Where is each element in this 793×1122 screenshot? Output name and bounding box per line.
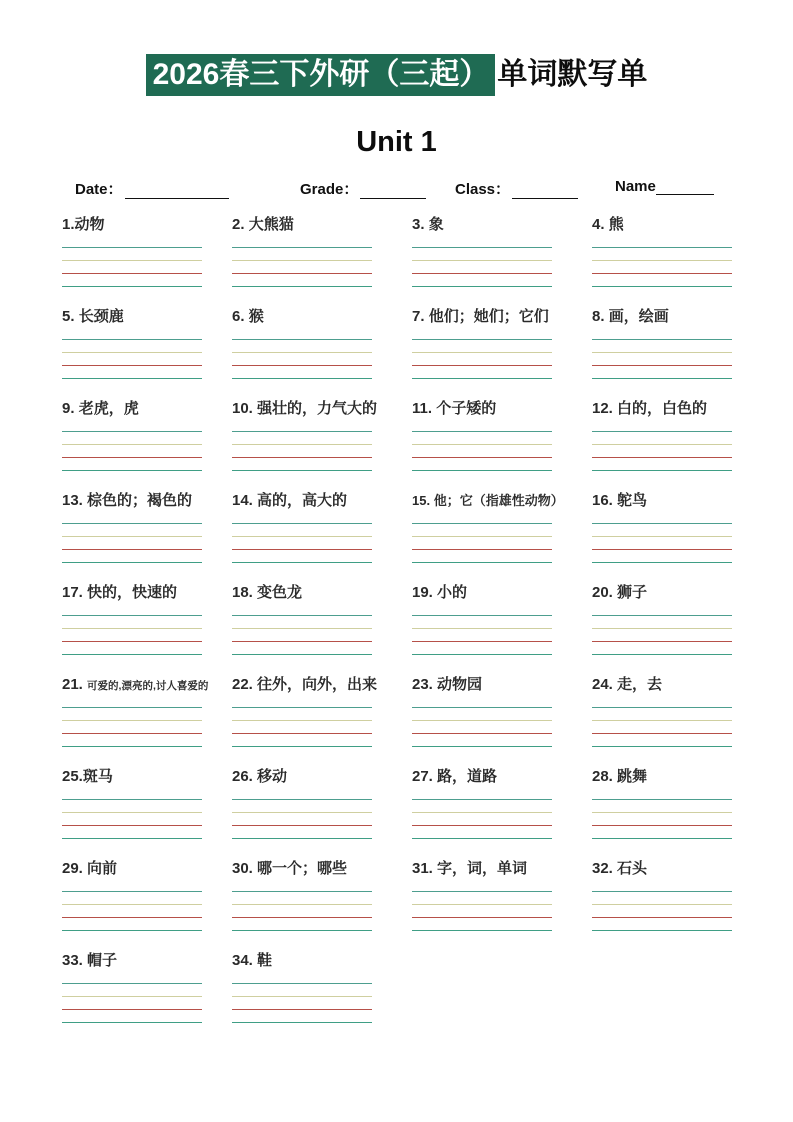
- word-item: [62, 393, 232, 485]
- word-label: [412, 485, 592, 512]
- word-number: 1.: [62, 216, 75, 233]
- writing-lines: [62, 523, 202, 563]
- word-item: [412, 485, 592, 577]
- writing-line-row: [62, 826, 202, 839]
- writing-line-row: [412, 892, 552, 905]
- writing-lines: [232, 247, 372, 287]
- writing-lines: [592, 339, 732, 379]
- word-label: [232, 577, 412, 604]
- word-text: 字，词，单词: [437, 860, 528, 877]
- name-label: Name: [615, 178, 656, 195]
- word-item: [62, 945, 232, 1037]
- writing-line-row: [412, 905, 552, 918]
- word-number: 8.: [592, 308, 609, 325]
- word-number: 20.: [592, 584, 618, 601]
- writing-line-row: [232, 984, 372, 997]
- word-text: 石头: [617, 860, 648, 877]
- writing-line-row: [232, 616, 372, 629]
- word-item: [62, 761, 232, 853]
- word-label: [592, 209, 741, 236]
- writing-line-row: [232, 366, 372, 379]
- word-item: [232, 393, 412, 485]
- writing-line-row: [412, 629, 552, 642]
- word-number: 25.: [62, 768, 83, 785]
- writing-line-row: [62, 721, 202, 734]
- writing-line-row: [232, 826, 372, 839]
- word-label: [412, 669, 592, 696]
- writing-line-row: [412, 721, 552, 734]
- writing-line-row: [232, 550, 372, 563]
- class-blank-line: [512, 182, 578, 199]
- writing-line-row: [592, 629, 732, 642]
- writing-lines: [62, 615, 202, 655]
- writing-line-row: [62, 353, 202, 366]
- word-label: [232, 209, 412, 236]
- writing-line-row: [62, 918, 202, 931]
- word-label: [232, 393, 412, 420]
- writing-lines: [412, 615, 552, 655]
- word-text: 棕色的；褐色的: [87, 492, 193, 509]
- writing-line-row: [412, 537, 552, 550]
- writing-lines: [232, 523, 372, 563]
- word-label: [412, 853, 592, 880]
- word-item: [232, 853, 412, 945]
- word-label: [412, 761, 592, 788]
- writing-lines: [412, 523, 552, 563]
- writing-line-row: [412, 261, 552, 274]
- word-grid: [62, 209, 741, 1037]
- word-number: 22.: [232, 676, 258, 693]
- word-text: 走，去: [617, 676, 663, 693]
- page-title: [0, 58, 793, 92]
- writing-line-row: [592, 537, 732, 550]
- word-label: [62, 945, 232, 972]
- word-item: [412, 393, 592, 485]
- writing-lines: [232, 615, 372, 655]
- word-text: 路，道路: [437, 768, 498, 785]
- word-text: 动物园: [437, 676, 483, 693]
- word-text: 向前: [87, 860, 118, 877]
- writing-line-row: [412, 550, 552, 563]
- word-label: [412, 393, 592, 420]
- word-item: [62, 485, 232, 577]
- word-number: 9.: [62, 400, 79, 417]
- word-number: 31.: [412, 860, 438, 877]
- word-text: 鸵鸟: [617, 492, 648, 509]
- word-text: 跳舞: [617, 768, 648, 785]
- writing-lines: [412, 247, 552, 287]
- writing-line-row: [412, 826, 552, 839]
- word-item: [62, 853, 232, 945]
- word-label: [592, 485, 741, 512]
- writing-line-row: [592, 642, 732, 655]
- writing-lines: [412, 707, 552, 747]
- writing-lines: [62, 799, 202, 839]
- writing-line-row: [592, 366, 732, 379]
- word-number: 13.: [62, 492, 88, 509]
- word-label: [592, 393, 741, 420]
- writing-line-row: [412, 642, 552, 655]
- word-number: 27.: [412, 768, 438, 785]
- word-label: [412, 209, 592, 236]
- writing-lines: [592, 431, 732, 471]
- name-blank-line: [656, 178, 714, 195]
- word-label: [232, 301, 412, 328]
- word-number: 2.: [232, 216, 249, 233]
- writing-line-row: [412, 248, 552, 261]
- writing-lines: [592, 707, 732, 747]
- writing-line-row: [592, 432, 732, 445]
- writing-line-row: [62, 261, 202, 274]
- word-item: [592, 393, 741, 485]
- word-label: [62, 669, 232, 696]
- writing-line-row: [592, 734, 732, 747]
- writing-lines: [232, 983, 372, 1023]
- writing-line-row: [592, 721, 732, 734]
- writing-lines: [62, 983, 202, 1023]
- writing-line-row: [592, 892, 732, 905]
- word-item: [592, 761, 741, 853]
- word-item: [592, 853, 741, 945]
- writing-line-row: [62, 274, 202, 287]
- word-text: 他们；她们；它们: [428, 308, 549, 325]
- writing-lines: [412, 799, 552, 839]
- writing-line-row: [232, 734, 372, 747]
- writing-line-row: [62, 984, 202, 997]
- writing-line-row: [62, 1010, 202, 1023]
- word-item: [232, 761, 412, 853]
- writing-line-row: [62, 432, 202, 445]
- name-field: [615, 178, 714, 195]
- word-label: [592, 761, 741, 788]
- word-item: [412, 577, 592, 669]
- word-label: [62, 393, 232, 420]
- page-title-rest: 单词默写单: [497, 58, 648, 91]
- writing-line-row: [232, 642, 372, 655]
- writing-line-row: [412, 353, 552, 366]
- word-label: [62, 577, 232, 604]
- writing-lines: [412, 891, 552, 931]
- word-text: 大熊猫: [248, 216, 294, 233]
- word-item: [412, 301, 592, 393]
- writing-line-row: [232, 629, 372, 642]
- word-text: 熊: [608, 216, 624, 233]
- writing-line-row: [232, 997, 372, 1010]
- writing-line-row: [232, 353, 372, 366]
- page-title-highlight: 2026春三下外研（三起）: [146, 54, 496, 96]
- word-number: 15.: [412, 493, 434, 508]
- writing-line-row: [592, 248, 732, 261]
- word-label: [62, 853, 232, 880]
- word-number: 12.: [592, 400, 618, 417]
- word-label: [232, 761, 412, 788]
- writing-lines: [232, 339, 372, 379]
- word-number: 34.: [232, 952, 258, 969]
- writing-line-row: [412, 340, 552, 353]
- writing-line-row: [592, 353, 732, 366]
- grade-field: [300, 178, 426, 199]
- writing-line-row: [62, 734, 202, 747]
- writing-line-row: [62, 616, 202, 629]
- writing-line-row: [592, 616, 732, 629]
- writing-line-row: [412, 813, 552, 826]
- writing-line-row: [592, 458, 732, 471]
- writing-line-row: [592, 918, 732, 931]
- writing-line-row: [232, 1010, 372, 1023]
- word-item: [592, 209, 741, 301]
- word-text: 帽子: [87, 952, 118, 969]
- word-text: 哪一个；哪些: [257, 860, 348, 877]
- writing-line-row: [62, 708, 202, 721]
- word-text: 狮子: [617, 584, 648, 601]
- word-text: 长颈鹿: [78, 308, 124, 325]
- word-number: 28.: [592, 768, 618, 785]
- word-item: [62, 577, 232, 669]
- writing-line-row: [412, 458, 552, 471]
- word-label: [592, 853, 741, 880]
- unit-title: Unit 1: [356, 126, 437, 158]
- word-text: 猴: [248, 308, 264, 325]
- writing-line-row: [592, 800, 732, 813]
- writing-line-row: [412, 918, 552, 931]
- word-number: 16.: [592, 492, 618, 509]
- writing-line-row: [232, 274, 372, 287]
- word-label: [232, 485, 412, 512]
- word-number: 19.: [412, 584, 438, 601]
- word-item: [592, 577, 741, 669]
- writing-lines: [412, 339, 552, 379]
- date-field: [75, 178, 229, 199]
- word-text: 白的，白色的: [617, 400, 708, 417]
- writing-line-row: [412, 432, 552, 445]
- writing-line-row: [232, 458, 372, 471]
- writing-line-row: [62, 642, 202, 655]
- word-number: 5.: [62, 308, 79, 325]
- writing-lines: [62, 707, 202, 747]
- word-number: 18.: [232, 584, 258, 601]
- word-label: [62, 761, 232, 788]
- word-item: [232, 301, 412, 393]
- writing-lines: [592, 891, 732, 931]
- word-text: 鞋: [257, 952, 273, 969]
- writing-lines: [592, 523, 732, 563]
- date-label: Date：: [75, 181, 123, 198]
- writing-line-row: [592, 813, 732, 826]
- writing-lines: [232, 891, 372, 931]
- word-number: 23.: [412, 676, 438, 693]
- word-number: 30.: [232, 860, 258, 877]
- word-item: [412, 669, 592, 761]
- writing-line-row: [62, 905, 202, 918]
- word-text: 画，绘画: [608, 308, 669, 325]
- writing-lines: [232, 799, 372, 839]
- grade-label: Grade：: [300, 181, 359, 198]
- word-label: [592, 301, 741, 328]
- word-text: 象: [428, 216, 444, 233]
- writing-line-row: [592, 445, 732, 458]
- writing-line-row: [62, 550, 202, 563]
- writing-line-row: [592, 550, 732, 563]
- writing-line-row: [232, 432, 372, 445]
- writing-line-row: [412, 445, 552, 458]
- word-text: 小的: [437, 584, 468, 601]
- word-item: [592, 669, 741, 761]
- writing-line-row: [62, 524, 202, 537]
- writing-line-row: [62, 366, 202, 379]
- writing-line-row: [232, 261, 372, 274]
- writing-lines: [592, 615, 732, 655]
- writing-line-row: [232, 892, 372, 905]
- word-number: 21.: [62, 676, 88, 693]
- word-item: [232, 669, 412, 761]
- word-text: 强壮的，力气大的: [257, 400, 378, 417]
- writing-line-row: [412, 274, 552, 287]
- word-number: 17.: [62, 584, 88, 601]
- word-text: 移动: [257, 768, 288, 785]
- word-number: 3.: [412, 216, 429, 233]
- word-label: [232, 853, 412, 880]
- writing-line-row: [62, 458, 202, 471]
- word-label: [592, 577, 741, 604]
- writing-lines: [62, 891, 202, 931]
- writing-line-row: [412, 734, 552, 747]
- word-text: 他；它（指雄性动物）: [433, 493, 564, 508]
- writing-line-row: [62, 892, 202, 905]
- word-label: [62, 301, 232, 328]
- word-text: 斑马: [82, 768, 113, 785]
- writing-lines: [62, 431, 202, 471]
- writing-lines: [62, 247, 202, 287]
- grade-blank-line: [360, 182, 426, 199]
- word-number: 29.: [62, 860, 88, 877]
- word-label: [62, 209, 232, 236]
- writing-line-row: [62, 445, 202, 458]
- writing-line-row: [232, 918, 372, 931]
- writing-lines: [232, 431, 372, 471]
- word-number: 11.: [412, 400, 437, 417]
- writing-line-row: [592, 905, 732, 918]
- writing-line-row: [62, 813, 202, 826]
- word-item: [232, 577, 412, 669]
- writing-line-row: [592, 261, 732, 274]
- writing-line-row: [412, 366, 552, 379]
- writing-line-row: [62, 800, 202, 813]
- word-text: 往外，向外，出来: [257, 676, 378, 693]
- writing-line-row: [232, 721, 372, 734]
- writing-line-row: [232, 708, 372, 721]
- writing-line-row: [62, 629, 202, 642]
- word-text: 老虎，虎: [78, 400, 139, 417]
- word-item: [232, 945, 412, 1037]
- writing-line-row: [232, 248, 372, 261]
- word-label: [62, 485, 232, 512]
- word-text: 动物: [74, 216, 105, 233]
- word-text: 快的，快速的: [87, 584, 178, 601]
- writing-line-row: [232, 905, 372, 918]
- word-item: [232, 485, 412, 577]
- word-number: 4.: [592, 216, 609, 233]
- writing-line-row: [232, 445, 372, 458]
- word-label: [412, 301, 592, 328]
- word-number: 33.: [62, 952, 88, 969]
- writing-lines: [62, 339, 202, 379]
- writing-lines: [232, 707, 372, 747]
- writing-line-row: [232, 800, 372, 813]
- word-number: 7.: [412, 308, 429, 325]
- writing-line-row: [62, 997, 202, 1010]
- writing-line-row: [232, 537, 372, 550]
- writing-line-row: [592, 340, 732, 353]
- word-text: 高的，高大的: [257, 492, 348, 509]
- class-label: Class：: [455, 181, 511, 198]
- writing-line-row: [412, 708, 552, 721]
- writing-line-row: [592, 524, 732, 537]
- word-label: [232, 945, 412, 972]
- writing-line-row: [232, 524, 372, 537]
- writing-line-row: [592, 708, 732, 721]
- word-item: [592, 301, 741, 393]
- writing-line-row: [232, 340, 372, 353]
- writing-line-row: [592, 826, 732, 839]
- word-item: [62, 669, 232, 761]
- writing-lines: [412, 431, 552, 471]
- word-item: [62, 209, 232, 301]
- word-item: [232, 209, 412, 301]
- writing-line-row: [62, 340, 202, 353]
- word-label: [412, 577, 592, 604]
- writing-line-row: [592, 274, 732, 287]
- writing-line-row: [232, 813, 372, 826]
- word-number: 10.: [232, 400, 258, 417]
- word-number: 6.: [232, 308, 249, 325]
- word-number: 14.: [232, 492, 258, 509]
- writing-lines: [592, 247, 732, 287]
- word-text: 变色龙: [257, 584, 303, 601]
- word-item: [592, 485, 741, 577]
- word-number: 26.: [232, 768, 258, 785]
- writing-line-row: [412, 616, 552, 629]
- word-text: 个子矮的: [436, 400, 497, 417]
- word-item: [412, 209, 592, 301]
- writing-line-row: [412, 800, 552, 813]
- word-text: 可爱的,漂亮的,讨人喜爱的: [87, 680, 209, 692]
- word-label: [592, 669, 741, 696]
- writing-line-row: [62, 248, 202, 261]
- word-number: 32.: [592, 860, 618, 877]
- writing-lines: [592, 799, 732, 839]
- date-blank-line: [125, 182, 229, 199]
- word-item: [412, 761, 592, 853]
- word-item: [62, 301, 232, 393]
- word-item: [412, 853, 592, 945]
- meta-row: [0, 178, 793, 204]
- class-field: [455, 178, 578, 199]
- writing-line-row: [412, 524, 552, 537]
- writing-line-row: [62, 537, 202, 550]
- word-label: [232, 669, 412, 696]
- word-number: 24.: [592, 676, 618, 693]
